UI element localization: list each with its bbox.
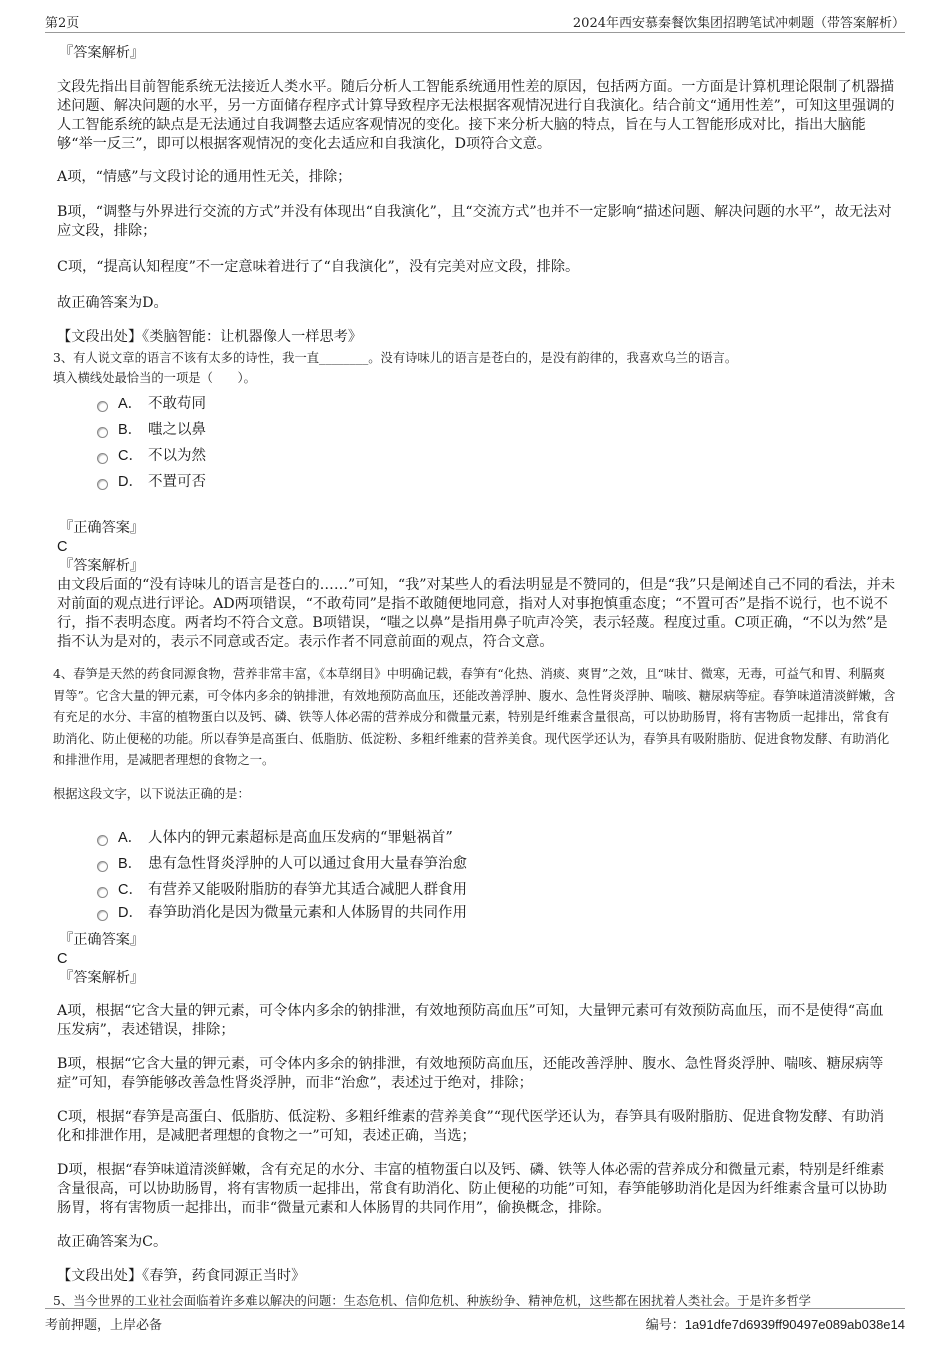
radio-button[interactable] — [97, 427, 108, 438]
q2-option-b-analysis: B项，“调整与外界进行交流的方式”并没有体现出“自我演化”，且“交流方式”也并不一定影响“描述问题、解决问题的水平”，故无法对应文段，排除； — [57, 204, 892, 239]
q4-option-d-analysis: D项，根据“春笋味道清淡鲜嫩，含有充足的水分、丰富的植物蛋白以及钙、磷、铁等人体必需的营养成分和微量元素，特别是纤维素含量很高，可以协助肠胃，将有害物质一起排出，常食有助消化、防止便秘的功能”可知，春笋能够助消化是因为纤维素含量可以协助肠胃，将有害物质一起排出，而非“微量元素和人体肠胃的共同作用”，偷换概念，排除。 — [57, 1162, 888, 1216]
q2-explain-para: 文段先指出目前智能系统无法接近人类水平。随后分析人工智能系统通用性差的原因，包括两方面。一方面是计算机理论限制了机器描述问题、解决问题的水平，另一方面储存程序式计算导致程序无法根据客观情况进行自我演化。结合前文“通用性差”，可知这里强调的人工智能系统的缺点是无法通过自我调整去适应客观情况的变化。接下来分析大脑的特点，旨在与人工智能形成对比，指出大脑能够“举一反三”，即可以根据客观情况的变化去适应和自我演化，D项符合文意。 — [57, 79, 895, 152]
q4-option-a[interactable]: A． 人体内的钾元素超标是高血压发病的“罪魁祸首” — [97, 825, 897, 851]
q5-stem: 5、当今世界的工业社会面临着许多难以解决的问题：生态危机、信仰危机、种族纷争、精神危机，这些都在困扰着人类社会。于是许多哲学 — [53, 1294, 811, 1308]
q3-stem: 3、有人说文章的语言不该有太多的诗性，我一直________。没有诗味儿的语言是苍白的，是没有韵律的，我喜欢乌兰的语言。 — [53, 351, 738, 365]
q3-option-c[interactable]: C． 不以为然 — [97, 443, 897, 469]
q3-answer: C — [57, 539, 68, 555]
q4-option-c[interactable]: C． 有营养又能吸附脂肪的春笋尤其适合减肥人群食用 — [97, 877, 897, 903]
q4-stem: 4、春笋是天然的药食同源食物，营养非常丰富，《本草纲目》中明确记载，春笋有“化热、消痰、爽胃”之效，且“味甘、微寒，无毒，可益气和胃、利膈爽胃等”。它含大量的钾元素，可令体内多余的钠排泄，有效地预防高血压，还能改善浮肿、腹水、急性肾炎浮肿、喘咳、糖尿病等症。春笋味道清淡鲜嫩，含有充足的水分、丰富的植物蛋白以及钙、磷、铁等人体必需的营养成分和微量元素，特别是纤维素含量很高，可以协助肠胃，将有害物质一起排出，常食有助消化、防止便秘的功能。所以春笋是高蛋白、低脂肪、低淀粉、多粗纤维素的营养美食。现代医学还认为，春笋具有吸附脂肪、促进食物发酵、有助消化和排泄作用，是减肥者理想的食物之一。 — [53, 667, 896, 767]
radio-button[interactable] — [97, 401, 108, 412]
q3-options — [97, 391, 897, 495]
q4-source: 【文段出处】《春笋，药食同源正当时》 — [57, 1268, 306, 1284]
q4-option-b-analysis: B项，根据“它含大量的钾元素，可令体内多余的钠排泄，有效地预防高血压，还能改善浮肿、腹水、急性肾炎浮肿、喘咳、糖尿病等症”可知，春笋能够改善急性肾炎浮肿，而非“治愈”，表述过于绝对，排除； — [57, 1056, 884, 1091]
q3-option-b[interactable]: B． 嗤之以鼻 — [97, 417, 897, 443]
document-title: 2024年西安慕秦餐饮集团招聘笔试冲刺题（带答案解析） — [572, 16, 905, 31]
q4-option-a-analysis: A项，根据“它含大量的钾元素，可令体内多余的钠排泄，有效地预防高血压”可知，大量钾元素可有效预防高血压，而不是使得“高血压发病”，表述错误，排除； — [57, 1003, 884, 1038]
page-header — [45, 10, 905, 33]
q4-option-b[interactable]: B． 患有急性肾炎浮肿的人可以通过食用大量春笋治愈 — [97, 851, 897, 877]
radio-button[interactable] — [97, 479, 108, 490]
radio-button[interactable] — [97, 887, 108, 898]
q4-answer: C — [57, 951, 68, 967]
radio-button[interactable] — [97, 861, 108, 872]
document-code: 编号：1a91dfe7d6939ff90497e089ab038e14 — [645, 1317, 905, 1333]
radio-button[interactable] — [97, 453, 108, 464]
q2-option-a-analysis: A项，“情感”与文段讨论的通用性无关，排除； — [57, 169, 352, 185]
radio-button[interactable] — [97, 835, 108, 846]
q4-options — [97, 825, 897, 923]
q4-conclusion: 故正确答案为C。 — [57, 1234, 168, 1250]
q4-option-c-analysis: C项，根据“春笋是高蛋白、低脂肪、低淀粉、多粗纤维素的营养美食”“现代医学还认为，春笋具有吸附脂肪、促进食物发酵、有助消化和排泄作用，是减肥者理想的食物之一”可知，表述正确，当选； — [57, 1109, 885, 1144]
page-number: 第2页 — [45, 16, 80, 31]
q3-explain: 由文段后面的“没有诗味儿的语言是苍白的……”可知，“我”对某些人的看法明显是不赞同的，但是“我”只是阐述自己不同的看法，并未对前面的观点进行评论。AD两项错误，“不敢苟同”是指不敢随便地同意，指对人对事抱慎重态度；“不置可否”是指不说行，也不说不行，指不表明态度。两者均不符合文意。B项错误，“嗤之以鼻”是指用鼻子吭声冷笑，表示轻蔑。程度过重。C项正确，“不以为然”是指不认为是对的，表示不同意或否定。表示作者不同意前面的观点，符合文意。 — [57, 577, 896, 650]
q4-answer-label: 『正确答案』 — [59, 932, 145, 948]
q4-option-d[interactable]: D． 春笋助消化是因为微量元素和人体肠胃的共同作用 — [97, 903, 897, 923]
q3-option-a[interactable]: A． 不敢苟同 — [97, 391, 897, 417]
q3-explain-label: 『答案解析』 — [59, 558, 145, 574]
q4-explain-label: 『答案解析』 — [59, 970, 145, 986]
q3-question: 填入横线处最恰当的一项是（ ）。 — [53, 370, 256, 385]
q2-source: 【文段出处】《类脑智能：让机器像人一样思考》 — [57, 329, 363, 345]
q4-question: 根据这段文字，以下说法正确的是： — [53, 786, 250, 801]
q2-explain-label: 『答案解析』 — [59, 45, 145, 61]
q2-conclusion: 故正确答案为D。 — [57, 295, 168, 311]
page-content — [53, 44, 897, 1313]
footer-slogan: 考前押题，上岸必备 — [45, 1318, 163, 1333]
page-footer — [45, 1308, 905, 1333]
q3-option-d[interactable]: D． 不置可否 — [97, 469, 897, 495]
q2-option-c-analysis: C项，“提高认知程度”不一定意味着进行了“自我演化”，没有完美对应文段，排除。 — [57, 259, 580, 275]
radio-button[interactable] — [97, 910, 108, 921]
q3-answer-label: 『正确答案』 — [59, 520, 145, 536]
